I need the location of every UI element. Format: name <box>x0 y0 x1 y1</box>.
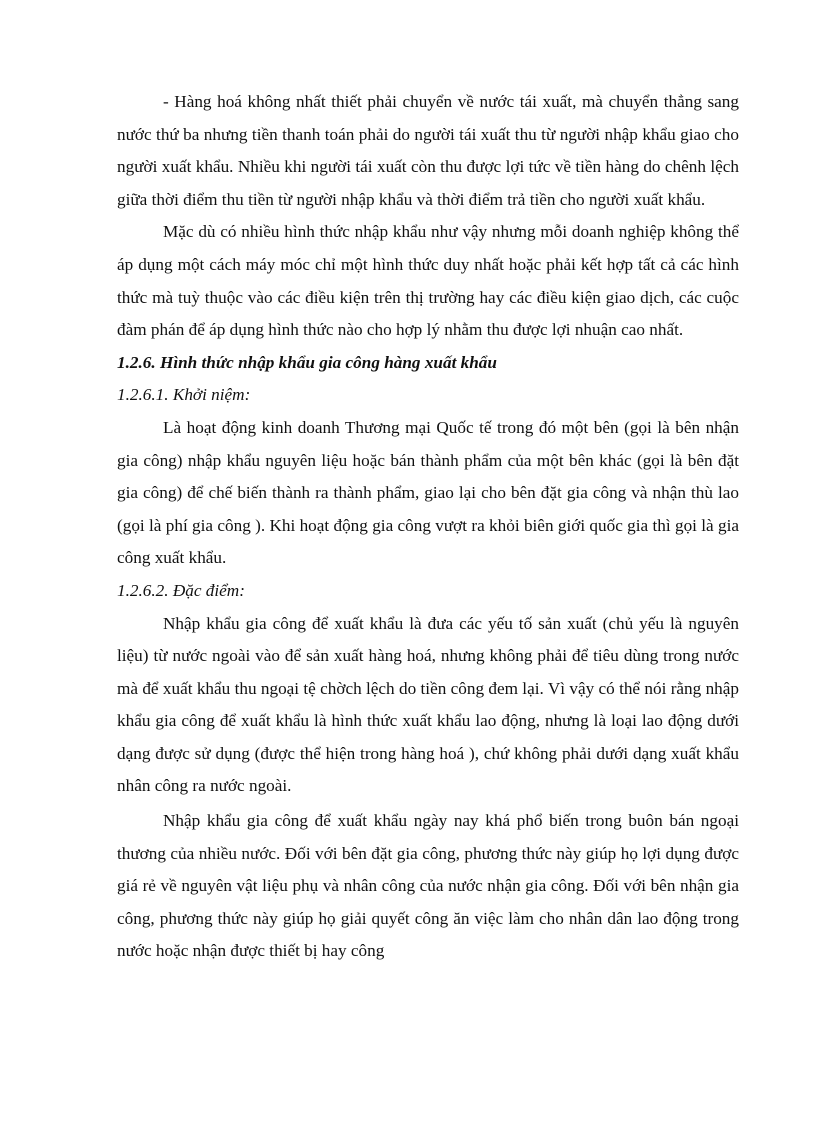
paragraph-characteristics: Nhập khẩu gia công để xuất khẩu là đưa các yếu tố sản xuất (chủ yếu là nguyên liệu) từ nước ngoài vào để sản xuất hàng hoá, nhưng không phải để tiêu dùng trong nước mà để xuất khẩu thu ngoại tệ chờch lệch do tiền công đem lại. Vì vậy có thể nói rằng nhập khẩu gia công để xuất khẩu là hình thức xuất khẩu lao động, nhưng là loại lao động dưới dạng được sử dụng (được thể hiện trong hàng hoá ), chứ không phải dưới dạng xuất khẩu nhân công ra nước ngoài. <box>117 613 739 796</box>
paragraph-definition: Là hoạt động kinh doanh Thương mại Quốc tế trong đó một bên (gọi là bên nhận gia công) nhập khẩu nguyên liệu hoặc bán thành phẩm của một bên khác (gọi là bên đặt gia công) để chế biến thành ra thành phẩm, giao lại cho bên đặt gia công và nhận thù lao (gọi là phí gia công ). Khi hoạt động gia công vượt ra khỏi biên giới quốc gia thì gọi là gia công xuất khẩu. <box>117 417 739 568</box>
document-page <box>117 86 739 968</box>
paragraph-reexport-routing: - Hàng hoá không nhất thiết phải chuyển về nước tái xuất, mà chuyển thẳng sang nước thứ ba nhưng tiền thanh toán phải do người tái xuất thu từ người nhập khẩu giao cho người xuất khẩu. Nhiều khi người tái xuất còn thu được lợi tức về tiền hàng do chênh lệch giữa thời điểm thu tiền từ người nhập khẩu và thời điểm trả tiền cho người xuất khẩu. <box>117 92 739 209</box>
section-heading-1-2-6: 1.2.6. Hình thức nhập khẩu gia công hàng xuất khẩu <box>117 352 497 372</box>
subheading-1-2-6-1: 1.2.6.1. Khởi niệm: <box>117 385 251 405</box>
paragraph-import-forms-choice: Mặc dù có nhiều hình thức nhập khẩu như vậy nhưng mỗi doanh nghiệp không thể áp dụng một cách máy móc chỉ một hình thức duy nhất hoặc phải kết hợp tất cả các hình thức mà tuỳ thuộc vào các điều kiện trên thị trường hay các điều kiện giao dịch, các cuộc đàm phán để áp dụng hình thức nào cho hợp lý nhằm thu được lợi nhuận cao nhất. <box>117 222 739 340</box>
paragraph-benefits: Nhập khẩu gia công để xuất khẩu ngày nay khá phổ biến trong buôn bán ngoại thương của nhiều nước. Đối với bên đặt gia công, phương thức này giúp họ lợi dụng được giá rẻ về nguyên vật liệu phụ và nhân công của nước nhận gia công. Đối với bên nhận gia công, phương thức này giúp họ giải quyết công ăn việc làm cho nhân dân lao động trong nước hoặc nhận được thiết bị hay công <box>117 811 739 961</box>
subheading-1-2-6-2: 1.2.6.2. Đặc điểm: <box>117 580 245 600</box>
